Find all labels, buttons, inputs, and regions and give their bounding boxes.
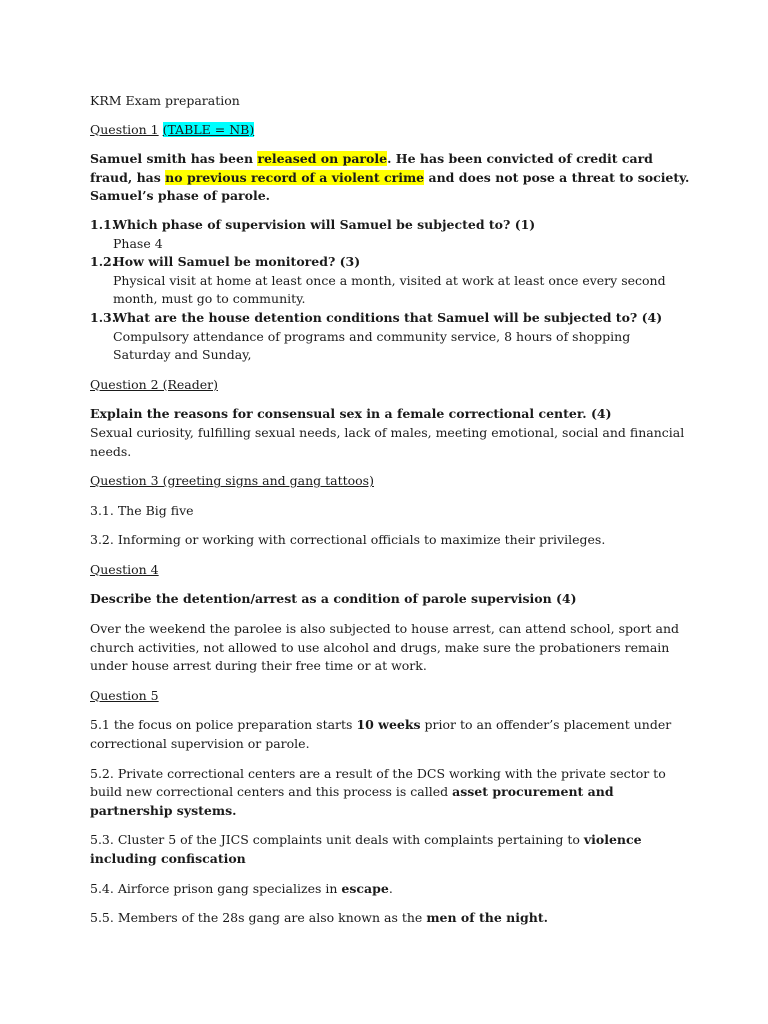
q5-statement-4 bbox=[90, 880, 690, 899]
q5-statement-5 bbox=[90, 909, 690, 928]
q1-item bbox=[90, 253, 690, 309]
q5-statement-1 bbox=[90, 716, 690, 753]
q3-answer-2: 3.2. Informing or working with correctional officials to maximize their privileges. bbox=[90, 532, 606, 548]
q1-item-number: 1.3. bbox=[90, 309, 117, 325]
q2-answer: Sexual curiosity, fulfilling sexual needs, lack of males, meeting emotional, social and financial needs. bbox=[90, 424, 685, 459]
q1-intro-a: Samuel smith has been bbox=[90, 151, 258, 167]
q2-question: Explain the reasons for consensual sex in a female correctional center. (4) bbox=[90, 406, 612, 422]
q5-s1-bold: 10 weeks bbox=[356, 717, 421, 733]
q1-item-question: How will Samuel be monitored? (3) bbox=[113, 254, 361, 270]
q1-item-number: 1.2. bbox=[90, 254, 117, 270]
q3-answer-1: 3.1. The Big five bbox=[90, 502, 194, 518]
q5-s1-post: prior to an offender’s placement under correctional supervision or parole. bbox=[90, 717, 672, 752]
q5-s4-text: 5.4. Airforce prison gang specializes in bbox=[90, 880, 342, 896]
q1-list bbox=[90, 216, 690, 365]
q1-intro-highlight-parole: released on parole bbox=[257, 151, 388, 167]
q2-heading: Question 2 (Reader) bbox=[90, 376, 218, 392]
document-page bbox=[90, 92, 690, 928]
q1-item-answer: Compulsory attendance of programs and community service, 8 hours of shopping Saturday and Sunday, bbox=[113, 328, 631, 363]
q1-intro-c: . He has been convicted of credit card fraud, has bbox=[90, 151, 653, 185]
q1-intro bbox=[90, 150, 690, 206]
q5-statement-3 bbox=[90, 831, 690, 868]
q5-s5-text: 5.5. Members of the 28s gang are also known as the bbox=[90, 910, 427, 926]
q1-item-question: What are the house detention conditions that Samuel will be subjected to? (4) bbox=[113, 309, 663, 325]
q1-intro-e: and does not pose a threat to society. Samuel’s phase of parole. bbox=[90, 169, 690, 204]
q4-heading: Question 4 bbox=[90, 561, 159, 577]
q5-s1-text: 5.1 the focus on police preparation starts bbox=[90, 717, 357, 733]
q1-item-answer: Physical visit at home at least once a month, visited at work at least once every second month, must go to community. bbox=[113, 272, 666, 307]
q5-s2-text: 5.2. Private correctional centers are a result of the DCS working with the private sector to build new correctional centers and this process is called bbox=[90, 765, 666, 800]
q5-s4-post: . bbox=[388, 880, 393, 896]
q1-item-question: Which phase of supervision will Samuel be subjected to? (1) bbox=[113, 216, 536, 232]
q1-intro-highlight-record: no previous record of a violent crime bbox=[165, 169, 425, 185]
q1-heading-tag: (TABLE = NB) bbox=[162, 121, 255, 137]
q5-s4-bold: escape bbox=[341, 880, 389, 896]
q4-answer: Over the weekend the parolee is also subjected to house arrest, can attend school, sport and church activities, not allowed to use alcohol and drugs, make sure the probationers remain under house arrest during their free time or at work. bbox=[90, 621, 680, 674]
q1-item bbox=[90, 309, 690, 365]
q3-heading: Question 3 (greeting signs and gang tattoos) bbox=[90, 473, 374, 489]
q1-item bbox=[90, 216, 690, 253]
q5-s3-text: 5.3. Cluster 5 of the JICS complaints unit deals with complaints pertaining to bbox=[90, 832, 584, 848]
q5-s5-bold: men of the night. bbox=[426, 910, 548, 926]
q5-s3-bold: violence including confiscation bbox=[90, 832, 642, 866]
q4-question: Describe the detention/arrest as a condition of parole supervision (4) bbox=[90, 591, 577, 607]
q1-heading bbox=[90, 121, 690, 140]
q5-statement-2 bbox=[90, 765, 690, 821]
document-title: KRM Exam preparation bbox=[90, 93, 240, 108]
q5-heading: Question 5 bbox=[90, 687, 159, 703]
q1-heading-label: Question 1 bbox=[90, 121, 159, 137]
q5-s2-bold: asset procurement and partnership systems. bbox=[90, 784, 614, 818]
q1-item-number: 1.1. bbox=[90, 216, 117, 232]
q1-item-answer: Phase 4 bbox=[113, 235, 163, 251]
